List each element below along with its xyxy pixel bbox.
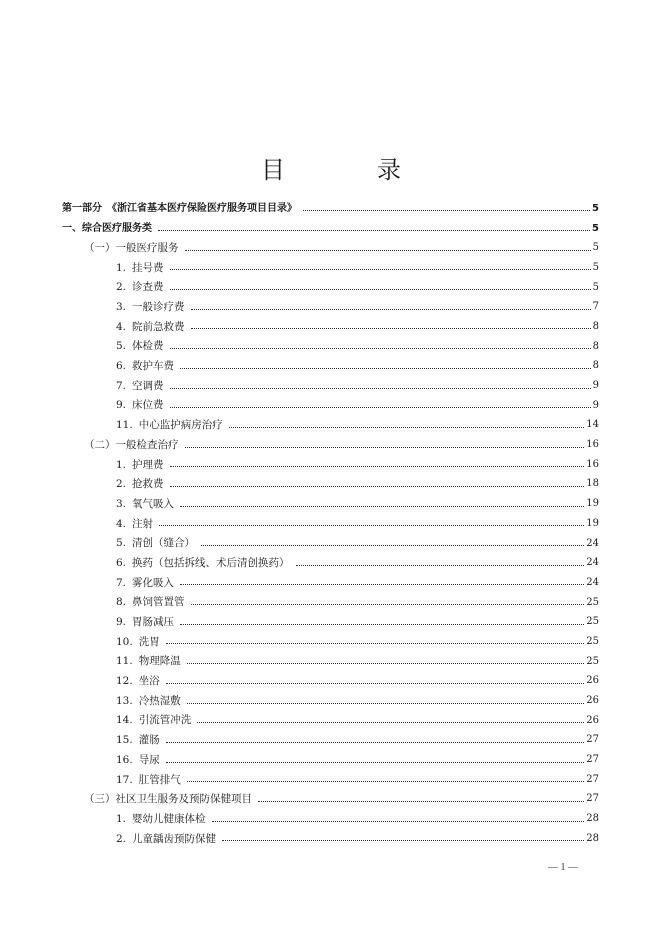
toc-entry-page: 27 (586, 754, 599, 766)
toc-leader-dots (158, 230, 590, 231)
toc-entry (62, 593, 599, 613)
toc-leader-dots (191, 309, 591, 310)
toc-entry-number: 11. (116, 655, 133, 668)
toc-entry-number: 12. (116, 675, 133, 688)
toc-entry-page: 27 (586, 793, 599, 805)
toc-leader-dots (229, 427, 585, 428)
toc-entry-page: 5 (592, 242, 599, 254)
toc-leader-dots (222, 840, 584, 841)
toc-entry-page: 28 (586, 832, 599, 844)
toc-entry (62, 652, 599, 672)
toc-leader-dots (180, 624, 584, 625)
toc-entry-page: 24 (586, 557, 599, 569)
toc-entry-text: 换药（包括拆线、术后清创换药） (132, 556, 290, 569)
toc-leader-dots (166, 742, 585, 743)
toc-leader-dots (170, 466, 585, 467)
toc-entry (62, 711, 599, 731)
toc-entry-label (116, 735, 160, 746)
toc-entry-text: 挂号费 (132, 261, 164, 274)
toc-entry-number: 2. (116, 832, 127, 845)
toc-entry (62, 672, 599, 692)
toc-entry (62, 357, 599, 377)
toc-entry-number: 7. (116, 379, 127, 392)
toc-entry (62, 396, 599, 416)
toc-entry-text: 第一部分 《浙江省基本医疗保险医疗服务项目目录》 (62, 202, 297, 214)
toc-entry (62, 553, 599, 573)
toc-leader-dots (258, 801, 584, 802)
toc-entry-number: 5. (116, 537, 127, 550)
toc-entry (62, 219, 599, 239)
toc-entry (62, 494, 599, 514)
toc-entry-text: 胃肠减压 (132, 616, 175, 629)
toc-entry-number: 9. (116, 616, 127, 629)
toc-entry-label (116, 460, 164, 471)
toc-entry-text: 救护车费 (132, 360, 175, 373)
toc-leader-dots (187, 703, 585, 704)
toc-entry-page: 25 (586, 635, 599, 647)
toc-leader-dots (166, 762, 585, 763)
toc-leader-dots (185, 250, 591, 251)
toc-entry-page: 24 (586, 576, 599, 588)
toc-entry-number: 7. (116, 576, 127, 589)
toc-entry-text: 中心监护病房治疗 (138, 419, 223, 432)
toc-entry (62, 455, 599, 475)
toc-entry (62, 376, 599, 396)
toc-entry-text: 冷热湿敷 (138, 694, 181, 707)
toc-entry-text: 雾化吸入 (132, 576, 175, 589)
toc-entry-text: 儿童龋齿预防保健 (132, 832, 217, 845)
toc-entry-text: 婴幼儿健康体检 (132, 812, 206, 825)
toc-entry-text: 护理费 (132, 458, 164, 471)
toc-entry-page: 28 (586, 813, 599, 825)
toc-entry-number: 2. (116, 281, 127, 294)
toc-entry-label (116, 361, 174, 372)
toc-entry-page: 9 (592, 380, 599, 392)
toc-entry-page: 25 (586, 616, 599, 628)
toc-entry-number: 13. (116, 694, 133, 707)
toc-entry-page: 8 (592, 360, 599, 372)
toc-entry-number: 6. (116, 360, 127, 373)
toc-entry-page: 5 (592, 222, 599, 234)
toc-entry-page: 25 (586, 596, 599, 608)
toc-entry-number: 5. (116, 340, 127, 353)
toc-entry (62, 790, 599, 810)
toc-entry (62, 750, 599, 770)
toc-entry-number: 3. (116, 497, 127, 510)
toc-entry-text: 氧气吸入 (132, 497, 175, 510)
toc-leader-dots (303, 210, 590, 211)
toc-entry-label (116, 341, 164, 352)
toc-entry-number: 10. (116, 635, 133, 648)
toc-entry (62, 278, 599, 298)
toc-entry-page: 27 (586, 734, 599, 746)
toc-entry (62, 435, 599, 455)
toc-entry-number: 4. (116, 320, 127, 333)
toc-entry-text: 引流管冲洗 (138, 714, 192, 727)
toc-entry-text: 一般诊疗费 (132, 301, 185, 314)
toc-entry-page: 7 (592, 301, 599, 313)
toc-leader-dots (180, 506, 584, 507)
toc-entry-label (84, 243, 179, 254)
toc-entry-number: 3. (116, 301, 127, 314)
toc-entry-number: 1. (116, 261, 127, 274)
toc-entry-label (116, 696, 181, 707)
toc-entry-label (116, 617, 174, 628)
toc-entry (62, 632, 599, 652)
toc-leader-dots (187, 781, 585, 782)
toc-entry-text: （二）一般检查治疗 (84, 438, 179, 451)
toc-entry-label (116, 676, 160, 687)
toc-entry-page: 8 (592, 320, 599, 332)
toc-entry-text: 一、综合医疗服务类 (62, 222, 152, 234)
toc-entry-page: 19 (586, 517, 599, 529)
toc-entry (62, 416, 599, 436)
toc-leader-dots (170, 269, 591, 270)
toc-entry-page: 5 (592, 202, 599, 214)
toc-entry-page: 16 (586, 458, 599, 470)
toc-entry (62, 258, 599, 278)
toc-entry-label (116, 637, 160, 648)
toc-entry-label (116, 558, 290, 569)
toc-entry-label (116, 538, 195, 549)
toc-entry (62, 337, 599, 357)
toc-entry-page: 27 (586, 773, 599, 785)
toc-entry-text: 坐浴 (138, 675, 160, 688)
toc-entry-text: 空调费 (132, 379, 164, 392)
toc-entry-label (116, 519, 153, 530)
toc-entry (62, 829, 599, 849)
toc-entry (62, 731, 599, 751)
toc-entry-page: 25 (586, 655, 599, 667)
toc-entry-page: 8 (592, 340, 599, 352)
toc-entry-label (116, 479, 164, 490)
toc-leader-dots (185, 447, 585, 448)
toc-entry (62, 809, 599, 829)
toc-entry-page: 26 (586, 675, 599, 687)
toc-entry-text: 肛管排气 (138, 773, 181, 786)
toc-leader-dots (197, 722, 584, 723)
toc-leader-dots (187, 663, 585, 664)
toc-entry-label (84, 794, 252, 805)
toc-entry-label (116, 834, 216, 845)
toc-entry-text: 抢救费 (132, 478, 164, 491)
toc-entry-number: 11. (116, 419, 133, 432)
toc-entry-text: 床位费 (132, 399, 164, 412)
toc-leader-dots (191, 604, 585, 605)
toc-entry (62, 297, 599, 317)
toc-entry-text: （一）一般医疗服务 (84, 241, 179, 254)
toc-leader-dots (296, 565, 585, 566)
toc-leader-dots (191, 328, 591, 329)
toc-entry-text: 物理降温 (138, 655, 181, 668)
toc-entry-number: 6. (116, 556, 127, 569)
toc-leader-dots (170, 348, 591, 349)
toc-entry-page: 5 (592, 261, 599, 273)
toc-entry-label (116, 400, 164, 411)
toc-leader-dots (159, 525, 584, 526)
toc-leader-dots (201, 545, 584, 546)
toc-entry-label (116, 302, 185, 313)
toc-entry-number: 1. (116, 812, 127, 825)
toc-entry (62, 612, 599, 632)
toc-leader-dots (180, 368, 591, 369)
toc-entry (62, 199, 599, 219)
toc-entry-label (116, 755, 160, 766)
toc-entry-number: 1. (116, 458, 127, 471)
toc-entry-text: 诊查费 (132, 281, 164, 294)
toc-entry-text: 灌肠 (138, 734, 160, 747)
toc-entry-text: 导尿 (138, 753, 160, 766)
toc-entry (62, 573, 599, 593)
toc-leader-dots (166, 683, 585, 684)
toc-entry-label (62, 224, 152, 234)
toc-entry (62, 514, 599, 534)
toc-entry-label (116, 282, 164, 293)
toc-entry-label (62, 204, 297, 214)
toc-entry-label (116, 322, 185, 333)
toc-entry-number: 9. (116, 399, 127, 412)
toc-entry-label (116, 420, 223, 431)
toc-entry (62, 238, 599, 258)
page-title: 目 录 (261, 156, 435, 184)
toc-entry-label (116, 578, 174, 589)
toc-entry-page: 16 (586, 439, 599, 451)
toc-entry-page: 14 (586, 419, 599, 431)
toc-entry-label (116, 814, 206, 825)
toc-leader-dots (166, 643, 585, 644)
toc-entry-number: 8. (116, 596, 127, 609)
toc-entry-page: 18 (586, 478, 599, 490)
toc-entry-label (116, 597, 185, 608)
toc-entry-number: 2. (116, 478, 127, 491)
toc-leader-dots (170, 289, 591, 290)
page-number-footer: — 1 — (548, 862, 578, 873)
toc-entry-number: 17. (116, 773, 133, 786)
toc-leader-dots (212, 821, 585, 822)
toc-entry-label (116, 381, 164, 392)
toc-entry (62, 317, 599, 337)
toc-entry-number: 4. (116, 517, 127, 530)
toc-entry-page: 9 (592, 399, 599, 411)
toc-entry (62, 534, 599, 554)
toc-entry-label (116, 715, 191, 726)
toc-leader-dots (170, 388, 591, 389)
toc-entry-number: 14. (116, 714, 133, 727)
toc-entry-text: 院前急救费 (132, 320, 185, 333)
toc-entry-text: （三）社区卫生服务及预防保健项目 (84, 793, 252, 806)
toc-entry-text: 清创（缝合） (132, 537, 196, 550)
toc-entry (62, 770, 599, 790)
toc-entry (62, 475, 599, 495)
toc-entry-page: 26 (586, 714, 599, 726)
toc-entry (62, 691, 599, 711)
toc-entry-label (116, 775, 181, 786)
toc-entry-text: 洗胃 (138, 635, 160, 648)
toc-entry-page: 19 (586, 498, 599, 510)
toc-entry-label (116, 656, 181, 667)
toc-entry-number: 15. (116, 734, 133, 747)
toc-entry-text: 鼻饲管置管 (132, 596, 185, 609)
toc-entry-text: 体检费 (132, 340, 164, 353)
table-of-contents (62, 199, 599, 849)
toc-entry-text: 注射 (132, 517, 154, 530)
toc-entry-page: 26 (586, 695, 599, 707)
toc-entry-label (116, 263, 164, 274)
toc-leader-dots (170, 407, 591, 408)
toc-entry-number: 16. (116, 753, 133, 766)
toc-leader-dots (180, 584, 584, 585)
toc-entry-label (84, 440, 179, 451)
toc-leader-dots (170, 486, 585, 487)
toc-entry-label (116, 499, 174, 510)
toc-entry-page: 5 (592, 281, 599, 293)
toc-entry-page: 24 (586, 537, 599, 549)
